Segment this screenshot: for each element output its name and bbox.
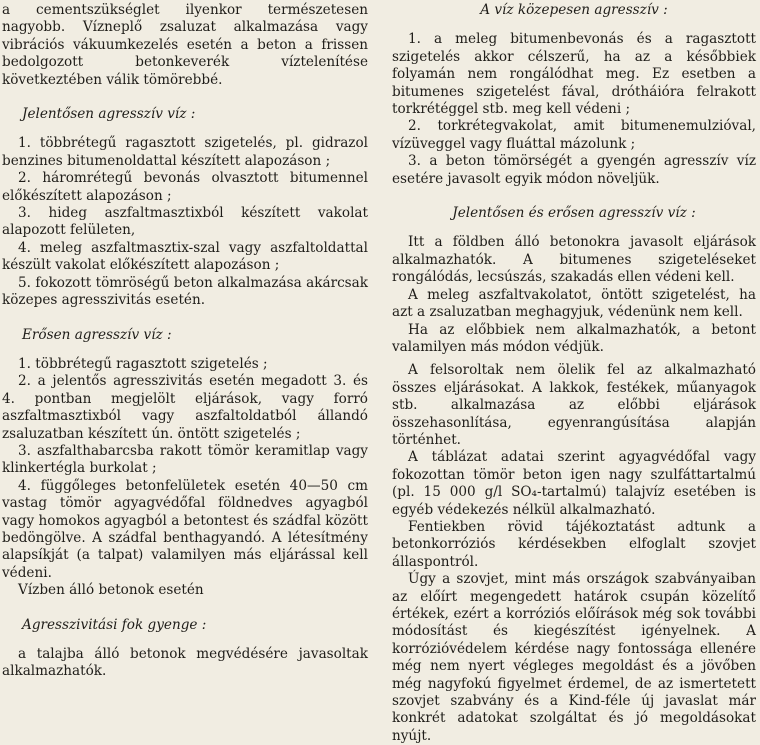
strong-item-1: 1. többrétegű ragasztott szigetelés ; — [18, 355, 268, 372]
moderate-heading: A víz közepesen agresszív : — [480, 2, 668, 18]
moderate-item-1: 1. a meleg bitumenbevonás és a ragasztott szigetelés akkor célszerű, ha az a későbbiek folyamán nem rongálódhat meg. Ez esetben a bitumenes szigetelést fával, drótháióra felrakott torkrétéggel stb. meg kell védeni ; — [392, 31, 756, 118]
moderate-item-3: 3. a beton tömörségét a gyengén agresszív víz esetére javasolt egyik módon növeljük. — [392, 153, 756, 187]
left-column — [2, 2, 368, 681]
closing-paragraph-2: A táblázat adatai szerint agyagvédőfal vagy fokozottan tömör beton igen nagy szulfáttartalmú (pl. 15 000 g/l SO₄-tartalmú) talajvíz esetében is egyéb védekezés nélkül alkalmazható. — [392, 449, 756, 518]
significant-item-3: 3. hideg aszfaltmasztixból készített vakolat alapozott felületen, — [2, 205, 368, 239]
weak-text: a talajba álló betonok megvédésére javasoltak alkalmazhatók. — [2, 646, 368, 680]
strong-item-3: 3. aszfalthabarcsba rakott tömör keramitlap vagy klinkertégla burkolat ; — [2, 442, 368, 477]
sig-strong-paragraph-1: Itt a földben álló betonokra javasolt eljárások alkalmazhatók. A bitumenes szigeteléseket rongálódás, lecsúszás, szakadás ellen védeni kell. — [392, 234, 756, 286]
strong-heading: Erősen agresszív víz : — [22, 326, 172, 343]
intro-paragraph: a cementszükséglet ilyenkor természetesen nagyobb. Vízneplő zsaluzat alkalmazása vagy vibrációs vákuumkezelés esetén a beton a frissen bedolgozott betonkeverék víztelenítése következtében válik tömörebbé. — [2, 2, 368, 88]
sig-strong-paragraph-3: Ha az előbbiek nem alkalmazhatók, a betont valamilyen más módon védjük. — [392, 321, 756, 355]
sig-strong-heading: Jelentősen és erősen agresszív víz : — [452, 205, 696, 222]
right-column — [392, 2, 756, 745]
water-line: Vízben álló betonok esetén — [18, 582, 204, 599]
strong-item-2: 2. a jelentős agresszivitás esetén megadott 3. és 4. pontban megjelölt eljárások, vagy forró aszfaltmasztixból vagy aszfaltoldatból állandó zsaluzatban készített ún. öntött szigetelés ; — [2, 373, 368, 442]
sig-strong-paragraph-2: A meleg aszfaltvakolatot, öntött szigetelést, ha azt a zsaluzatban meghagyjuk, védenünk nem kell. — [392, 286, 756, 321]
significant-heading: Jelentősen agresszív víz : — [22, 106, 196, 123]
moderate-item-2: 2. torkrétegvakolat, amit bitumenemulzióval, vízüveggel vagy fluáttal mázolunk ; — [392, 118, 756, 152]
significant-item-5: 5. fokozott tömröségű beton alkalmazása akárcsak közepes agresszivitás esetén. — [2, 274, 368, 309]
weak-heading: Agresszivitási fok gyenge : — [22, 616, 207, 633]
significant-item-4: 4. meleg aszfaltmasztix-szal vagy aszfaltoldattal készült vakolat előkészített alapozáson ; — [2, 239, 368, 274]
significant-item-1: 1. többrétegű ragasztott szigetelés, pl. gidrazol benzines bitumenoldattal készített alapozáson ; — [2, 135, 368, 169]
significant-item-2: 2. háromrétegű bevonás olvasztott bitumennel előkészített alapozáson ; — [2, 170, 368, 204]
closing-paragraph-4: Úgy a szovjet, mint más országok szabványaiban az előírt megengedett határok csupán közelítő értékek, ezért a korróziós előírások még sok további módosítást és kiegészítést igényelnek. A korrózióvédelem kérdése nagy fontossága ellenére még nem nyert végleges megoldást és a jövőben még nagyfokú figyelmet érdemel, de az ismertetett szovjet szabvány és a Kind-féle új javaslat már konkrét adatokat szolgáltat és jó megoldásokat nyújt. — [392, 571, 756, 744]
closing-paragraph-1: A felsoroltak nem ölelik fel az alkalmazható összes eljárásokat. A lakkok, festékek, műanyagok stb. alkalmazása az előbbi eljárások összehasonlítása, egyenrangúsítása alapján történhet. — [392, 362, 756, 448]
closing-paragraph-3: Fentiekben rövid tájékoztatást adtunk a betonkorróziós kérdésekben elfoglalt szovjet állaspontról. — [392, 518, 756, 570]
strong-item-4: 4. függőleges betonfelületek esetén 40—50 cm vastag tömör agyagvédőfal földnedves agyagból vagy homokos agyagból a betontest és szádfal között bedöngölve. A szádfal benthagyandó. A létesítmény alapsíkját (a talpat) valamilyen más eljárással kell védeni. — [2, 477, 368, 581]
